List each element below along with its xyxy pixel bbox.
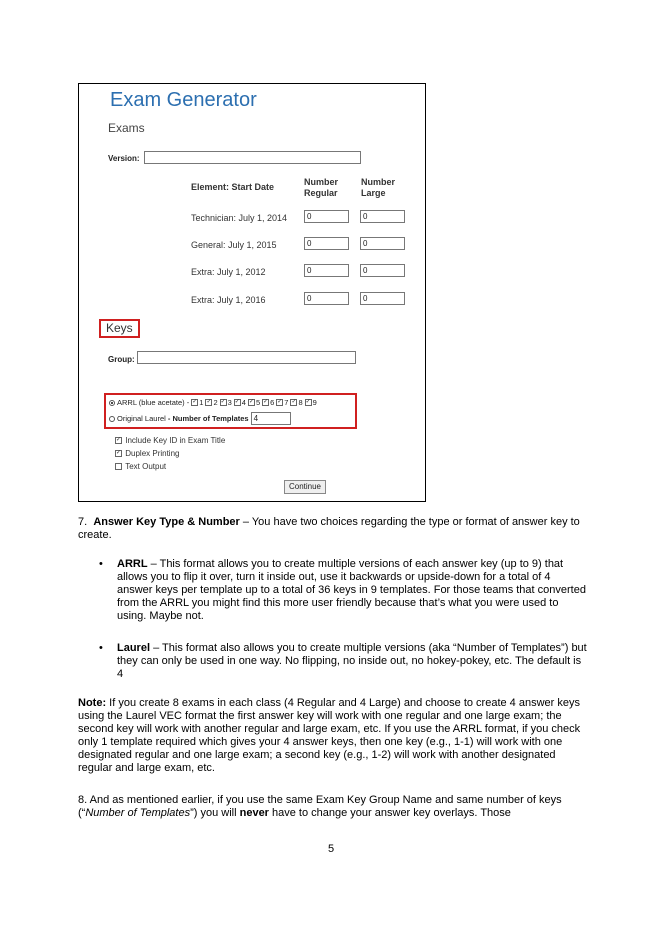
paragraph-7-body: – You have two choices regarding the type or format of answer key to create. xyxy=(78,516,580,541)
arrl-check-label: 8 xyxy=(298,398,303,407)
note-paragraph xyxy=(78,697,583,775)
column-header-element: Element: Start Date xyxy=(191,182,275,192)
bullet-icon: • xyxy=(99,642,103,654)
bullet-icon: • xyxy=(99,558,103,570)
bullet-laurel xyxy=(117,642,587,681)
paragraph-7-heading: Answer Key Type & Number xyxy=(93,516,240,528)
app-title: Exam Generator xyxy=(110,89,257,111)
check-icon[interactable]: ✓ xyxy=(234,399,240,405)
exam-row-label: General: July 1, 2015 xyxy=(191,240,277,250)
check-icon[interactable]: ✓ xyxy=(116,450,122,456)
note-body: If you create 8 exams in each class (4 Regular and 4 Large) and choose to create 4 answer keys using the Laurel VEC format the first answer key will work with one regular and one large exam; the second key will work with another regular and large exam, etc. If you use the ARRL format, if you check only 1 template required which gives your 4 answer keys, then one key (e.g., 1-1) will work with one designated regular and one large exam; a second key (e.g., 1-2) will work with another designated regular and large exam, etc. xyxy=(78,697,581,774)
exam-row-regular-input[interactable]: 0 xyxy=(304,264,349,277)
arrl-label: ARRL (blue acetate) - xyxy=(117,398,190,407)
keys-heading: Keys xyxy=(99,319,140,338)
paragraph-8-start: 8. And as mentioned earlier, if you use the same Exam Key Group Name and same number of keys (“ xyxy=(78,794,562,819)
include-key-option[interactable] xyxy=(113,436,225,445)
arrl-option[interactable] xyxy=(109,398,317,407)
laurel-label: Original Laurel xyxy=(117,414,166,423)
exam-row-label: Technician: July 1, 2014 xyxy=(191,213,288,223)
column-header-large xyxy=(361,177,395,199)
text-output-option[interactable] xyxy=(113,462,166,471)
exam-row-large-input[interactable]: 0 xyxy=(360,264,405,277)
page-number: 5 xyxy=(327,843,335,855)
bullet-arrl-body: – This format allows you to create multiple versions of each answer key (up to 9) that allows you to flip it over, turn it inside out, use it backwards or upside-down for a total of 4 answer keys per template up to a total of 36 keys in 9 templates. For those teams that converted from the ARRL you might find this more user friendly because that’s what you were used to using. Maybe not. xyxy=(117,558,586,622)
exam-generator-screenshot xyxy=(78,83,426,502)
templates-label: - Number of Templates xyxy=(167,414,249,423)
paragraph-8 xyxy=(78,794,583,820)
check-icon[interactable]: ✓ xyxy=(277,399,283,405)
column-header-large-line1: Number xyxy=(361,177,396,187)
exam-row-regular-input[interactable]: 0 xyxy=(304,292,349,305)
exam-row-regular-input[interactable]: 0 xyxy=(304,237,349,250)
unchecked-box-icon[interactable] xyxy=(115,463,122,470)
check-icon[interactable]: ✓ xyxy=(263,399,269,405)
text-output-label: Text Output xyxy=(125,462,167,471)
bullet-laurel-heading: Laurel xyxy=(117,642,151,654)
paragraph-8-italic: Number of Templates xyxy=(85,807,191,819)
arrl-check-label: 5 xyxy=(255,398,261,407)
paragraph-8-bold: never xyxy=(239,807,269,819)
check-icon[interactable]: ✓ xyxy=(192,399,198,405)
duplex-option[interactable] xyxy=(113,449,179,458)
exam-row-label: Extra: July 1, 2016 xyxy=(191,295,266,305)
arrl-radio[interactable] xyxy=(109,400,115,406)
laurel-radio[interactable] xyxy=(109,416,115,422)
group-label: Group: xyxy=(108,355,135,364)
check-icon[interactable]: ✓ xyxy=(291,399,297,405)
column-header-large-line2: Large xyxy=(361,188,386,198)
note-heading: Note: xyxy=(78,697,107,709)
bullet-arrl xyxy=(117,558,587,623)
exam-row-large-input[interactable]: 0 xyxy=(360,237,405,250)
version-input[interactable] xyxy=(144,151,361,164)
column-header-regular-line2: Regular xyxy=(304,188,338,198)
bullet-arrl-heading: ARRL xyxy=(117,558,148,570)
paragraph-7 xyxy=(78,516,583,542)
laurel-option[interactable] xyxy=(109,412,291,425)
arrl-check-label: 9 xyxy=(312,398,317,407)
include-key-label: Include Key ID in Exam Title xyxy=(125,436,226,445)
exam-row-label: Extra: July 1, 2012 xyxy=(191,267,266,277)
check-icon[interactable]: ✓ xyxy=(305,399,311,405)
exam-row-regular-input[interactable]: 0 xyxy=(304,210,349,223)
arrl-check-label: 6 xyxy=(270,398,275,407)
check-icon[interactable]: ✓ xyxy=(206,399,212,405)
exams-heading: Exams xyxy=(108,121,145,135)
arrl-check-label: 1 xyxy=(199,398,204,407)
check-icon[interactable]: ✓ xyxy=(248,399,254,405)
bullet-laurel-body: – This format also allows you to create multiple versions (aka “Number of Templates”) but they can only be used in one way. No flipping, no inside out, no hokey-pokey, etc. The default is 4 xyxy=(117,642,587,680)
group-input[interactable] xyxy=(137,351,356,364)
paragraph-7-number: 7. xyxy=(78,516,88,528)
arrl-check-label: 7 xyxy=(284,398,289,407)
version-label: Version: xyxy=(108,154,140,163)
templates-input[interactable]: 4 xyxy=(251,412,291,425)
duplex-label: Duplex Printing xyxy=(125,449,180,458)
key-type-options xyxy=(104,393,357,429)
arrl-check-label: 4 xyxy=(241,398,246,407)
paragraph-8-end: have to change your answer key overlays. Those xyxy=(268,807,511,819)
column-header-regular-line1: Number xyxy=(304,177,339,187)
check-icon[interactable]: ✓ xyxy=(220,399,226,405)
exam-row-large-input[interactable]: 0 xyxy=(360,210,405,223)
arrl-check-label: 2 xyxy=(213,398,218,407)
paragraph-8-mid: ”) you will xyxy=(190,807,240,819)
exam-row-large-input[interactable]: 0 xyxy=(360,292,405,305)
check-icon[interactable]: ✓ xyxy=(116,437,122,443)
column-header-regular xyxy=(304,177,338,199)
continue-button[interactable]: Continue xyxy=(284,480,326,494)
arrl-check-label: 3 xyxy=(227,398,232,407)
